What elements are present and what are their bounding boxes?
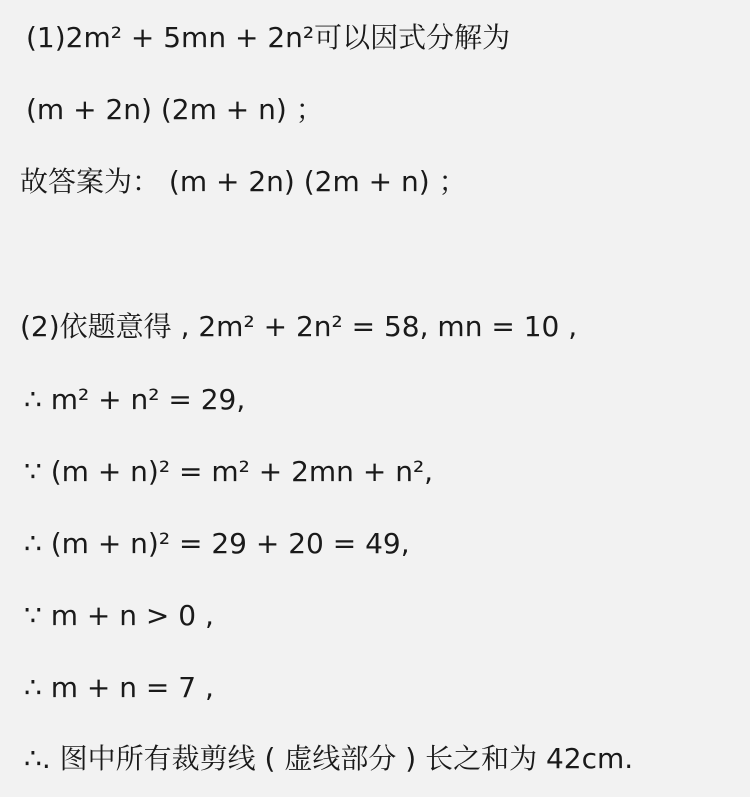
solution-line-2: (m + 2n) (2m + n) ； [26,93,324,126]
solution-line-8: ∴ m + n = 7 , [24,671,214,704]
answer-line-2: ∴. 图中所有裁剪线 ( 虚线部分 ) 长之和为 42cm. [24,742,634,775]
solution-line-1: (1)2m² + 5mn + 2n²可以因式分解为 [26,21,511,54]
solution-line-7: ∵ m + n > 0 , [24,599,214,632]
solution-line-5: ∵ (m + n)² = m² + 2mn + n², [24,455,434,488]
solution-line-3: (2)依题意得 , 2m² + 2n² = 58, mn = 10 , [20,310,578,343]
answer-line-1: 故答案为： (m + 2n) (2m + n) ； [20,165,467,198]
solution-line-6: ∴ (m + n)² = 29 + 20 = 49, [24,527,410,560]
solution-line-4: ∴ m² + n² = 29, [24,383,246,416]
